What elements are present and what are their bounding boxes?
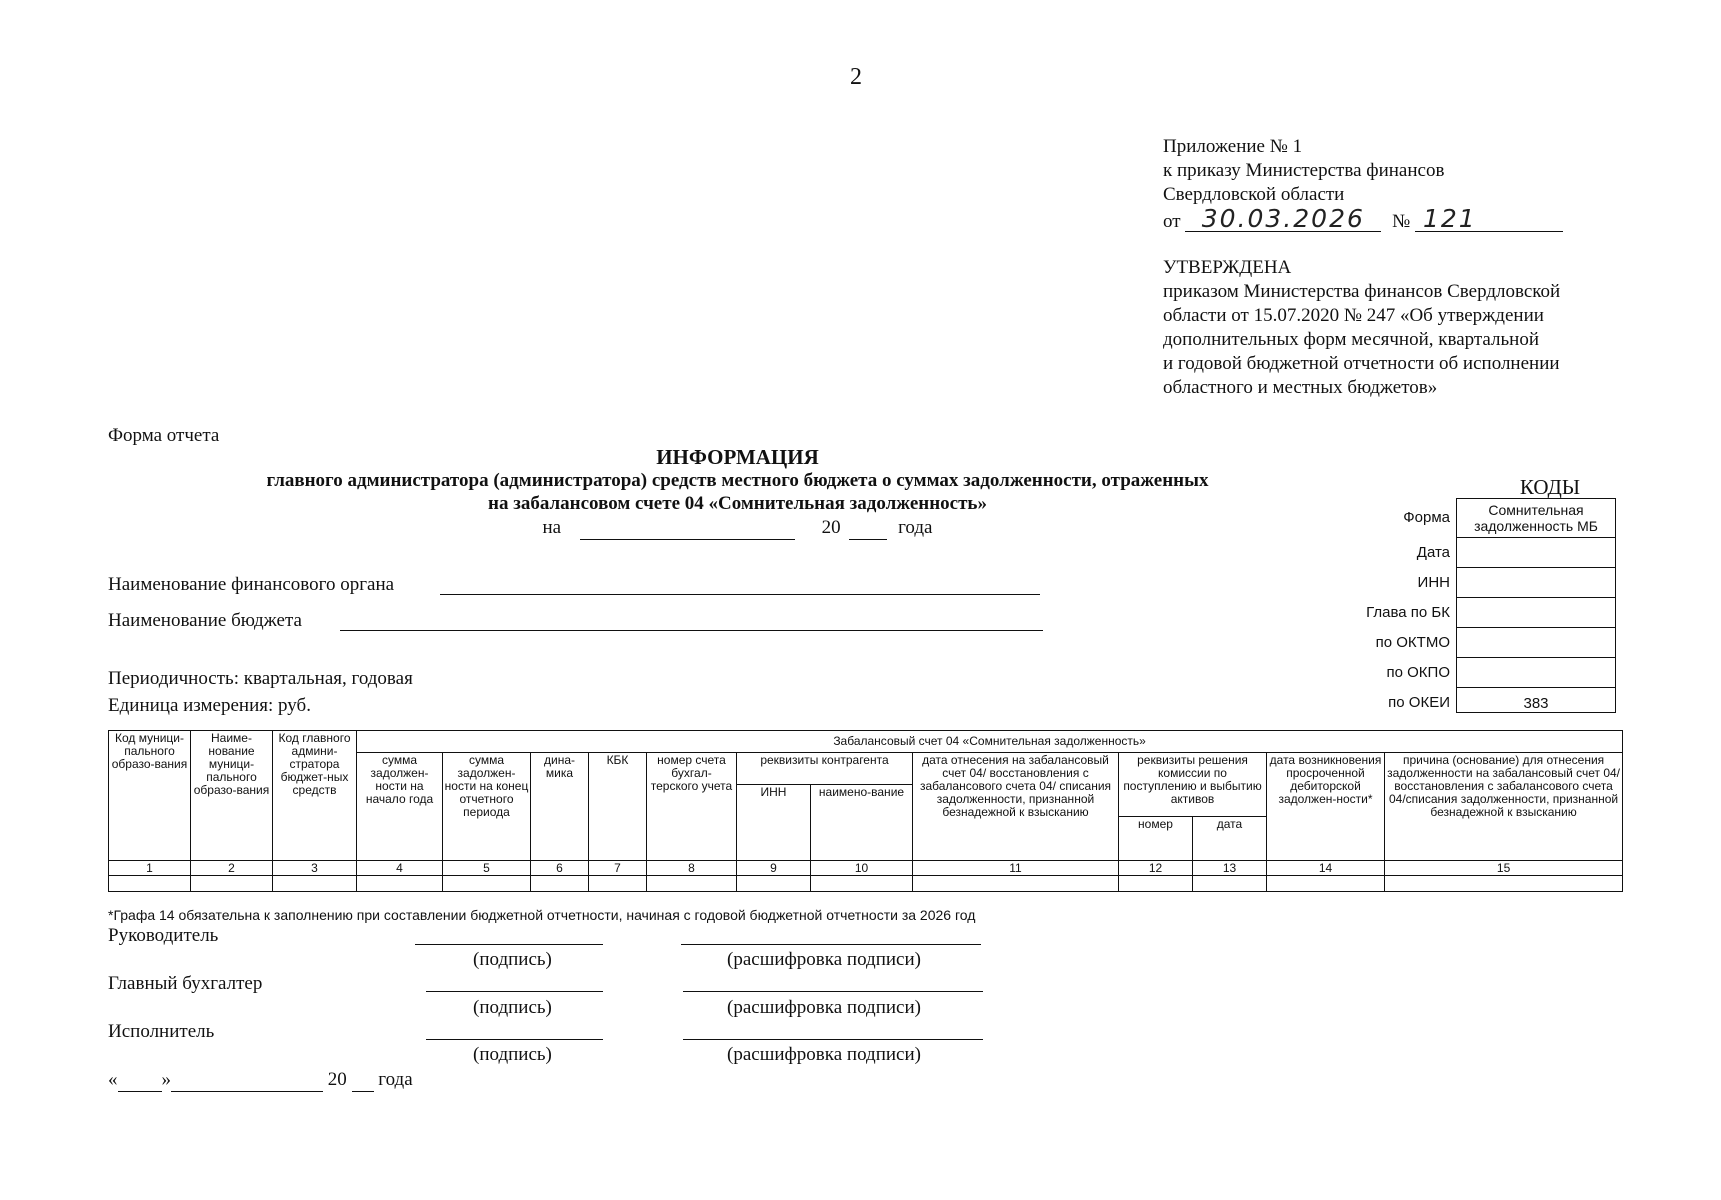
table-cell[interactable] <box>191 876 273 892</box>
col-debt-end: сумма задолжен-ности на конец отчетного периода <box>443 753 531 861</box>
col-debt-start: сумма задолжен-ности на начало года <box>357 753 443 861</box>
date-year-suffix: года <box>378 1069 413 1090</box>
title-line-2: на забалансовом счете 04 «Сомнительная задолженность» <box>488 493 987 514</box>
sig-chief-decode-line[interactable] <box>683 991 983 992</box>
col-number: 11 <box>913 861 1119 876</box>
table-cell[interactable] <box>443 876 531 892</box>
col-number: 1 <box>109 861 191 876</box>
appendix-number-prefix: № <box>1392 211 1411 232</box>
appendix-line-3: Свердловской области <box>1163 184 1345 205</box>
table-cell[interactable] <box>737 876 811 892</box>
date-footer <box>108 1069 413 1092</box>
approved-line: областного и местных бюджетов» <box>1163 377 1438 398</box>
unit-label: Единица измерения: руб. <box>108 695 311 716</box>
appendix-block <box>1163 135 1683 234</box>
col-number: 10 <box>811 861 913 876</box>
title-year-blank[interactable] <box>849 516 887 540</box>
date-year-blank[interactable] <box>352 1069 374 1092</box>
sig-executor-decode-caption: (расшифровка подписи) <box>727 1044 921 1065</box>
approved-heading: УТВЕРЖДЕНА <box>1163 257 1292 278</box>
col-commission: реквизиты решения комиссии по поступлению и выбытию активов <box>1119 753 1267 817</box>
codes-label: по ОКПО <box>1386 664 1450 681</box>
appendix-number-value: 121 <box>1415 207 1563 232</box>
title-date-blank[interactable] <box>580 516 795 540</box>
sig-head-decode-caption: (расшифровка подписи) <box>727 949 921 970</box>
col-date-assign: дата отнесения на забалансовый счет 04/ восстановления с забалансового счета 04/ списания задолженности, признанной безнадежной к взысканию <box>913 753 1119 861</box>
table-cell[interactable] <box>109 876 191 892</box>
col-number: 12 <box>1119 861 1193 876</box>
budget-blank[interactable] <box>340 630 1043 631</box>
title-main: ИНФОРМАЦИЯ <box>656 445 819 469</box>
codes-value-glava[interactable] <box>1457 598 1616 628</box>
title-year-suffix: года <box>898 517 933 538</box>
sig-head-label: Руководитель <box>108 925 219 946</box>
codes-value-date[interactable] <box>1457 538 1616 568</box>
title-line-1: главного администратора (администратора) средств местного бюджета о суммах задолженности, отраженных <box>266 470 1209 491</box>
sig-executor-signature-caption: (подпись) <box>473 1044 552 1065</box>
codes-label: Глава по БК <box>1366 604 1450 621</box>
page-number: 2 <box>850 64 862 90</box>
col-number: 8 <box>647 861 737 876</box>
date-close-quote: » <box>161 1069 171 1090</box>
codes-label: Форма <box>1403 509 1450 526</box>
table-cell[interactable] <box>1119 876 1193 892</box>
approved-line: дополнительных форм месячной, квартальной <box>1163 329 1540 350</box>
col-number: 9 <box>737 861 811 876</box>
table-cell[interactable] <box>647 876 737 892</box>
sig-head-signature-caption: (подпись) <box>473 949 552 970</box>
col-overdue-date: дата возникновения просроченной дебиторской задолжен-ности* <box>1267 753 1385 861</box>
col-number: 2 <box>191 861 273 876</box>
date-day-blank[interactable] <box>118 1069 162 1092</box>
table-cell[interactable] <box>357 876 443 892</box>
sig-head-decode-line[interactable] <box>681 944 981 945</box>
table-cell[interactable] <box>1267 876 1385 892</box>
codes-value-inn[interactable] <box>1457 568 1616 598</box>
sig-executor-decode-line[interactable] <box>683 1039 983 1040</box>
codes-label: по ОКТМО <box>1375 634 1450 651</box>
col-kbk: КБК <box>589 753 647 861</box>
appendix-date-prefix: от <box>1163 211 1181 232</box>
group-header: Забалансовый счет 04 «Сомнительная задолженность» <box>357 731 1623 753</box>
fin-org-label: Наименование финансового органа <box>108 574 395 595</box>
sig-chief-signature-line[interactable] <box>426 991 603 992</box>
col-counterparty: реквизиты контрагента <box>737 753 913 785</box>
sig-executor-signature-line[interactable] <box>426 1039 603 1040</box>
table-cell[interactable] <box>589 876 647 892</box>
codes-label: Дата <box>1416 544 1450 561</box>
sig-head-signature-line[interactable] <box>415 944 603 945</box>
date-open-quote: « <box>108 1069 118 1090</box>
col-code-mo: Код муници-пального образо-вания <box>109 731 191 861</box>
col-dynamics: дина-мика <box>531 753 589 861</box>
title-date-prefix: на <box>542 517 562 538</box>
codes-labels <box>1300 498 1450 718</box>
col-inn: ИНН <box>737 785 811 861</box>
table-cell[interactable] <box>1385 876 1623 892</box>
col-number: 3 <box>273 861 357 876</box>
col-number: 14 <box>1267 861 1385 876</box>
table-cell[interactable] <box>531 876 589 892</box>
periodicity-label: Периодичность: квартальная, годовая <box>108 668 413 689</box>
date-year-prefix: 20 <box>327 1069 347 1090</box>
sig-chief-decode-caption: (расшифровка подписи) <box>727 997 921 1018</box>
appendix-date-line <box>1163 204 1683 234</box>
footnote: *Графа 14 обязательна к заполнению при составлении бюджетной отчетности, начиная с годовой бюджетной отчетности за 2026 год <box>108 907 976 923</box>
sig-chief-label: Главный бухгалтер <box>108 973 263 994</box>
form-label: Форма отчета <box>108 425 220 446</box>
appendix-line-2: к приказу Министерства финансов <box>1163 160 1445 181</box>
codes-table <box>1456 498 1616 713</box>
col-code-admin: Код главного админи-стратора бюджет-ных средств <box>273 731 357 861</box>
sig-executor-label: Исполнитель <box>108 1021 215 1042</box>
codes-value-oktmo[interactable] <box>1457 628 1616 658</box>
codes-value-okei[interactable]: 383 <box>1457 688 1616 713</box>
approved-block <box>1163 256 1683 400</box>
table-cell[interactable] <box>1193 876 1267 892</box>
col-number: 6 <box>531 861 589 876</box>
appendix-date-value: 30.03.2026 <box>1185 207 1381 232</box>
date-month-blank[interactable] <box>171 1069 323 1092</box>
report-title <box>200 446 1275 540</box>
appendix-line-1: Приложение № 1 <box>1163 136 1303 157</box>
debt-table <box>108 730 1623 892</box>
table-row <box>109 876 1623 892</box>
col-comm-date: дата <box>1193 817 1267 861</box>
col-comm-number: номер <box>1119 817 1193 861</box>
title-date-line <box>200 516 1275 540</box>
col-name-mo: Наиме-нование муници-пального образо-вания <box>191 731 273 861</box>
col-account: номер счета бухгал-терского учета <box>647 753 737 861</box>
approved-line: и годовой бюджетной отчетности об исполнении <box>1163 353 1560 374</box>
col-number: 15 <box>1385 861 1623 876</box>
col-number: 4 <box>357 861 443 876</box>
table-cell[interactable] <box>273 876 357 892</box>
codes-heading: КОДЫ <box>1490 476 1610 499</box>
codes-value-form[interactable]: Сомнительная задолженность МБ <box>1457 499 1616 538</box>
approved-line: области от 15.07.2020 № 247 «Об утверждении <box>1163 305 1544 326</box>
table-cell[interactable] <box>811 876 913 892</box>
codes-label: ИНН <box>1417 574 1450 591</box>
col-number: 13 <box>1193 861 1267 876</box>
sig-chief-signature-caption: (подпись) <box>473 997 552 1018</box>
col-number: 5 <box>443 861 531 876</box>
fin-org-blank[interactable] <box>440 594 1040 595</box>
approved-line: приказом Министерства финансов Свердловской <box>1163 281 1561 302</box>
title-year-prefix: 20 <box>821 517 841 538</box>
budget-label: Наименование бюджета <box>108 610 302 631</box>
col-cp-name: наимено-вание <box>811 785 913 861</box>
col-number: 7 <box>589 861 647 876</box>
table-cell[interactable] <box>913 876 1119 892</box>
codes-label: по ОКЕИ <box>1388 694 1450 711</box>
codes-value-okpo[interactable] <box>1457 658 1616 688</box>
col-reason: причина (основание) для отнесения задолженности на забалансовый счет 04/ восстановления с забалансового счета 04/списания задолженности, признанной безнадежной к взысканию <box>1385 753 1623 861</box>
